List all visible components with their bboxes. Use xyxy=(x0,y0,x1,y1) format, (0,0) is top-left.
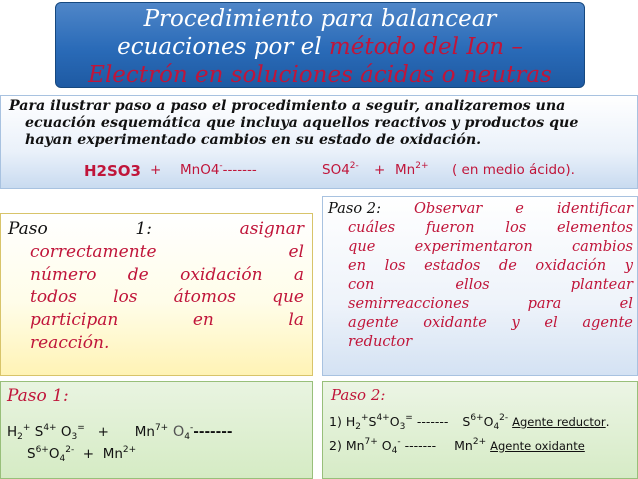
ox-mn: Mn xyxy=(121,424,155,440)
hr1-s-sup: 4+ xyxy=(376,413,390,423)
paso1-line xyxy=(8,286,304,309)
oxidation-equation-row-1 xyxy=(7,424,232,440)
paso1-oxidation-box xyxy=(0,381,313,479)
hr1-dashes: ------- xyxy=(412,414,453,429)
eq-medium: ( en medio ácido). xyxy=(452,162,575,178)
hr1-o-sup: = xyxy=(405,413,413,423)
ox-mn-sup: 7+ xyxy=(154,423,169,433)
paso2-word: e xyxy=(515,200,524,217)
paso1-word: número xyxy=(30,264,97,285)
paso1-line xyxy=(8,264,304,287)
paso1-word: que xyxy=(272,287,304,308)
paso1-word: reacción. xyxy=(30,332,110,353)
paso2-word: ellos xyxy=(455,276,490,293)
oxidation-equation-row-2 xyxy=(27,446,136,462)
hr1-o: O xyxy=(389,414,400,429)
paso1-word: oxidación xyxy=(180,264,263,285)
intro-line: hayan experimentado cambios en su estado de oxidación. xyxy=(25,132,482,148)
paso2-line xyxy=(328,199,633,218)
ox-o-sup: = xyxy=(77,423,85,433)
hr1-o-sub: 3 xyxy=(399,422,406,432)
paso2-word: para xyxy=(527,295,562,312)
eq-mno4 xyxy=(180,162,257,178)
paso2-halfreactions-title: Paso 2: xyxy=(331,386,386,404)
eq-so4-charge: 2- xyxy=(349,161,359,171)
hr1-num: 1) xyxy=(329,414,346,429)
paso2-word: y xyxy=(511,314,520,331)
hr2-mn-sup: 7+ xyxy=(364,437,378,447)
hr2-mn2-sup: 2+ xyxy=(472,437,487,447)
paso1-word: participan xyxy=(30,310,119,331)
paso1-word: los xyxy=(113,287,138,308)
paso2-word: los xyxy=(505,219,527,236)
ox-o42-sup: 2- xyxy=(65,445,75,455)
paso1-oxidation-title: Paso 1: xyxy=(7,386,69,406)
eq-mn-symbol: Mn xyxy=(395,162,416,178)
scheme-equation xyxy=(0,162,638,182)
ox-o4-sub: 4 xyxy=(184,432,190,442)
paso2-line xyxy=(328,332,633,351)
ox-h: H xyxy=(7,424,18,440)
paso2-word: experimentaron xyxy=(414,238,533,255)
ox-plus2: + xyxy=(74,446,103,462)
hr2-o-sub: 4 xyxy=(391,446,398,456)
paso1-word: átomos xyxy=(173,287,236,308)
paso2-word: y xyxy=(624,257,633,274)
hr1-end: . xyxy=(605,414,610,429)
paso2-word: de xyxy=(498,257,517,274)
paso2-word: semirreacciones xyxy=(348,295,470,312)
eq-dashes: ------- xyxy=(222,162,257,178)
hr1-agent: Agente reductor xyxy=(512,415,606,429)
paso1-word: a xyxy=(293,264,304,285)
title-line-3: Electrón en soluciones ácidas o neutras xyxy=(88,62,552,88)
title-line-2-white: ecuaciones por el xyxy=(117,34,329,60)
paso2-line xyxy=(328,256,633,275)
paso1-line xyxy=(8,309,304,332)
paso2-word: que xyxy=(348,238,376,255)
half-reaction-1 xyxy=(329,413,610,432)
paso2-word: cambios xyxy=(571,238,633,255)
paso2-line xyxy=(328,294,633,313)
ox-o4: O xyxy=(168,424,185,440)
eq-so4-formula: SO4 xyxy=(322,162,350,178)
hr2-o: O xyxy=(377,438,392,453)
hr1-h: H xyxy=(345,414,356,429)
ox-o: O xyxy=(56,424,72,440)
eq-mno4-charge: - xyxy=(219,161,223,171)
paso2-word: agente xyxy=(582,314,633,331)
title-line-1: Procedimiento para balancear xyxy=(143,6,497,32)
ox-h-sub: 2 xyxy=(17,432,23,442)
hr2-num: 2) xyxy=(329,438,346,453)
paso2-word: fueron xyxy=(425,219,475,236)
paso2-word: elementos xyxy=(557,219,633,236)
intro-line: Para ilustrar paso a paso el procedimiento a seguir, analizaremos una xyxy=(9,98,566,114)
ox-s6-sup: 6+ xyxy=(35,445,49,455)
eq-so4 xyxy=(322,162,359,178)
eq-mn xyxy=(395,162,429,178)
ox-mn2-sup: 2+ xyxy=(122,445,137,455)
ox-o42-sub: 4 xyxy=(59,454,66,464)
hr2-o-sup: - xyxy=(397,437,401,447)
ox-plus: + xyxy=(84,424,122,440)
ox-o42: O xyxy=(48,446,60,462)
title-banner xyxy=(55,2,585,88)
paso2-word: plantear xyxy=(570,276,633,293)
hr2-mn: Mn xyxy=(345,438,365,453)
paso2-word: el xyxy=(619,295,633,312)
paso2-halfreactions-box xyxy=(322,381,638,479)
paso2-line xyxy=(328,275,633,294)
paso1-word: en xyxy=(192,310,214,331)
title-line-2-red: método del Ion – xyxy=(328,34,523,60)
intro-line: ecuación esquemática que incluya aquellos reactivos y productos que xyxy=(25,115,579,131)
hr2-agent: Agente oxidante xyxy=(490,439,585,453)
ox-s: S xyxy=(30,424,44,440)
paso2-word: oxidante xyxy=(423,314,487,331)
paso2-line xyxy=(328,313,633,332)
paso1-text xyxy=(8,218,304,355)
paso1-word: todos xyxy=(30,287,77,308)
half-reaction-2 xyxy=(329,437,585,456)
paso1-word: asignar xyxy=(239,219,304,239)
hr1-o2-sub: 4 xyxy=(493,422,500,432)
paso2-word: con xyxy=(348,276,375,293)
hr1-h-sup: + xyxy=(360,413,369,423)
ox-dashes: ------- xyxy=(193,424,233,440)
paso2-word: el xyxy=(544,314,558,331)
ox-h-sup: + xyxy=(22,423,31,433)
eq-mn-charge: 2+ xyxy=(415,161,429,171)
paso2-line xyxy=(328,237,633,256)
hr1-s: S xyxy=(368,414,377,429)
paso2-word: Observar xyxy=(413,200,483,217)
title-line-2 xyxy=(56,34,584,60)
hr1-h-sub: 2 xyxy=(355,422,361,432)
paso2-word: reductor xyxy=(348,333,413,350)
paso2-word: en xyxy=(348,257,367,274)
paso1-line xyxy=(8,241,304,264)
ox-o-sub: 3 xyxy=(71,432,78,442)
paso2-line xyxy=(328,218,633,237)
paso1-box xyxy=(0,213,313,376)
paso1-line xyxy=(8,332,304,355)
eq-plus: + xyxy=(150,162,162,178)
paso2-word: estados xyxy=(424,257,481,274)
hr2-mn2: Mn xyxy=(454,438,473,453)
paso1-word: Paso xyxy=(8,219,48,239)
hr2-dashes: ------- xyxy=(400,438,441,453)
paso2-box xyxy=(322,196,638,376)
hr1-s2-sup: 6+ xyxy=(470,413,484,423)
paso2-word: los xyxy=(384,257,406,274)
paso2-text xyxy=(328,199,633,351)
paso1-word: el xyxy=(288,241,304,262)
ox-s6: S xyxy=(27,446,36,462)
ox-s-sup: 4+ xyxy=(43,423,57,433)
paso2-word: oxidación xyxy=(535,257,607,274)
hr1-o2-sup: 2- xyxy=(499,413,509,423)
eq-mno4-formula: MnO4 xyxy=(180,162,220,178)
intro-text xyxy=(9,98,631,149)
ox-mn2: Mn xyxy=(102,446,123,462)
eq-plus: + xyxy=(374,162,386,178)
paso1-word: correctamente xyxy=(30,241,157,262)
paso2-word: agente xyxy=(348,314,399,331)
paso1-word: 1: xyxy=(135,219,152,239)
paso1-word: de xyxy=(127,264,149,285)
paso2-word: identificar xyxy=(556,200,633,217)
eq-h2so3: H2SO3 xyxy=(84,162,141,180)
paso2-label: Paso 2: xyxy=(328,200,381,217)
hr1-o2: O xyxy=(483,414,494,429)
paso2-word: cuáles xyxy=(348,219,396,236)
paso1-line xyxy=(8,218,304,241)
ox-o4-sup: - xyxy=(189,423,194,433)
paso1-word: la xyxy=(288,310,304,331)
hr1-s2: S xyxy=(462,414,471,429)
